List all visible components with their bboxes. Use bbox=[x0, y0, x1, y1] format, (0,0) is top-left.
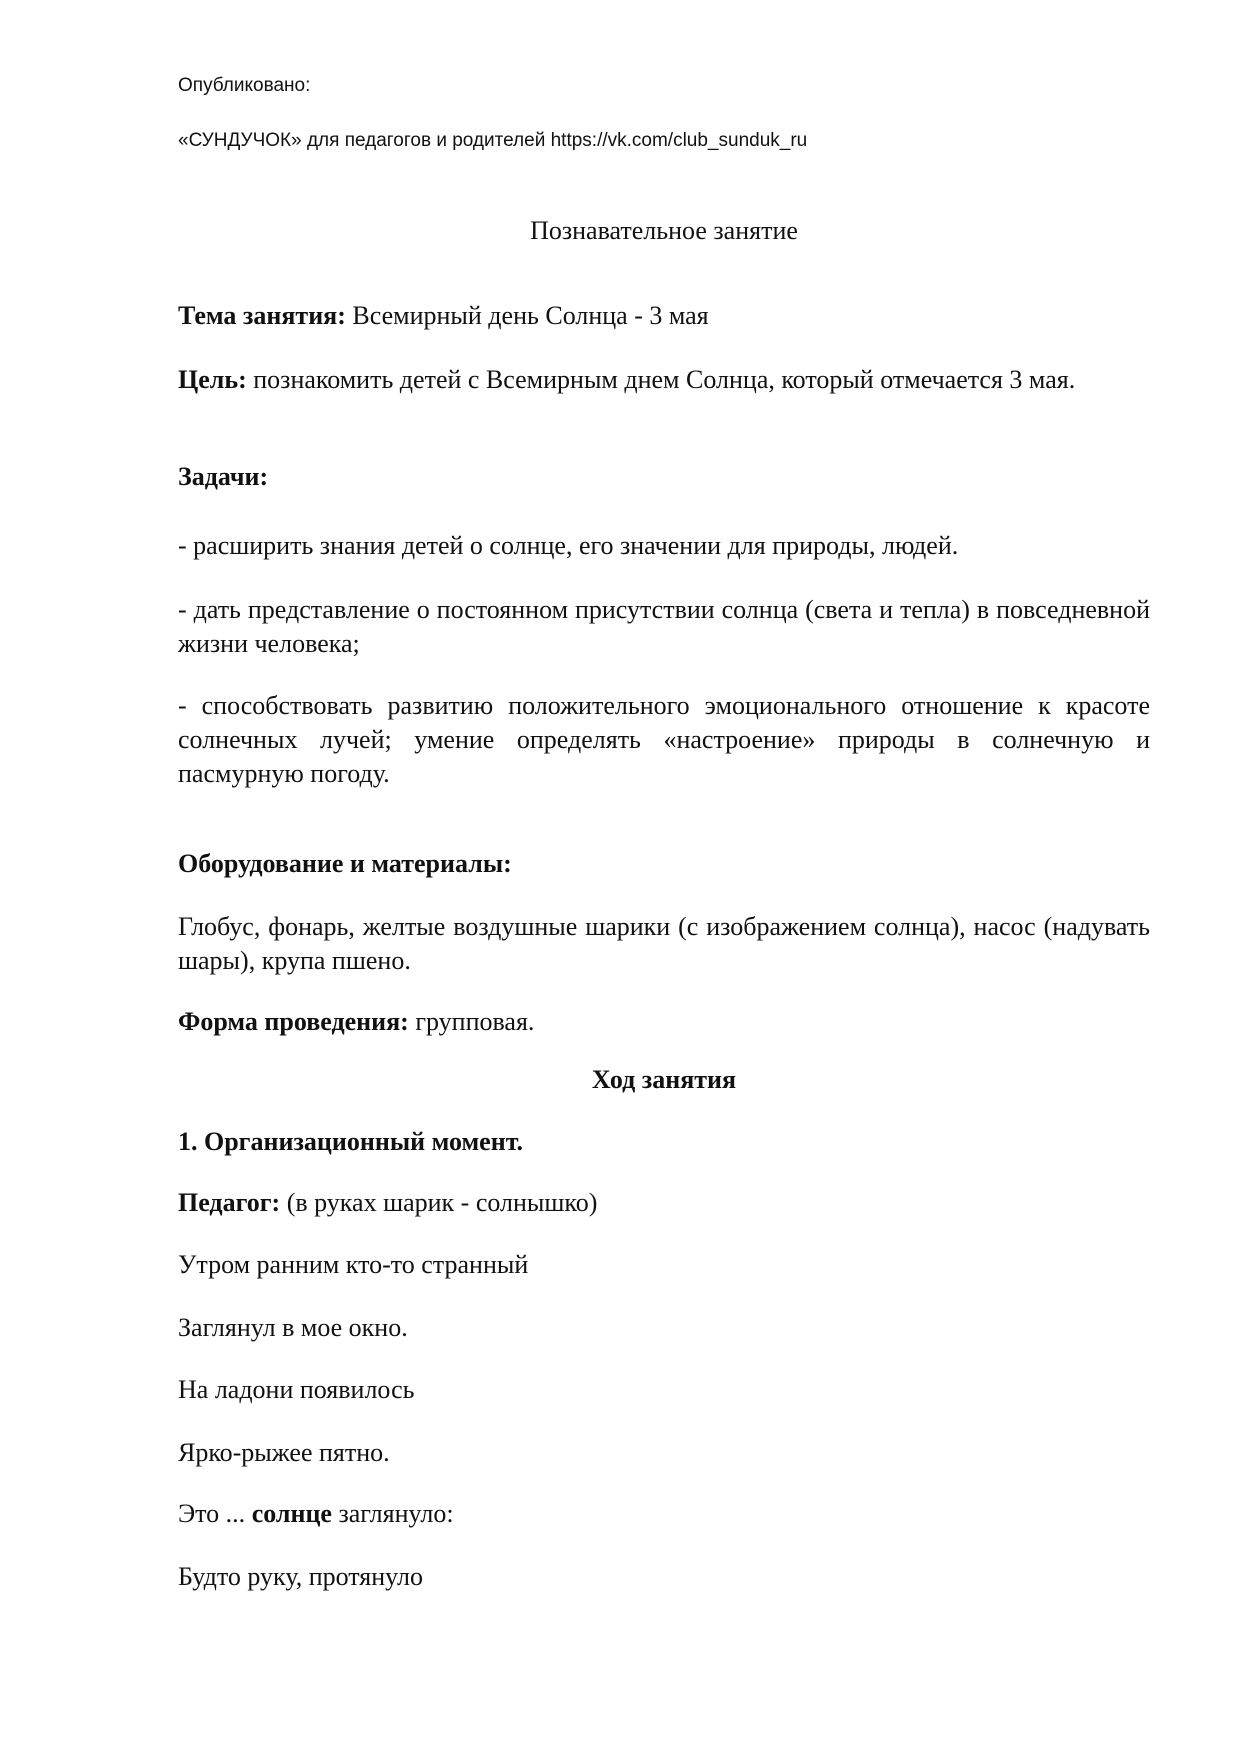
task-item: - дать представление о постоянном присутствии солнца (света и тепла) в повседневной жизни человека; bbox=[178, 595, 1150, 658]
teacher-label: Педагог: bbox=[178, 1188, 281, 1217]
document-title: Познавательное занятие bbox=[530, 216, 798, 245]
form-label: Форма проведения: bbox=[178, 1007, 409, 1036]
source-line: «СУНДУЧОК» для педагогов и родителей https://vk.com/club_sunduk_ru bbox=[178, 130, 808, 151]
poem-line: Заглянул в мое окно. bbox=[178, 1313, 408, 1342]
equipment-heading bbox=[178, 847, 1150, 881]
poem-line: Утром ранним кто-то странный bbox=[178, 1250, 529, 1279]
form-text: групповая. bbox=[415, 1007, 535, 1036]
poem-line5-bold: солнце bbox=[251, 1499, 332, 1528]
poem-line bbox=[178, 1497, 1150, 1531]
goal-paragraph bbox=[178, 363, 1150, 397]
course-heading-text: Ход занятия bbox=[591, 1065, 737, 1094]
section1-heading-text: 1. Организационный момент. bbox=[178, 1127, 524, 1156]
poem-line5-suffix: заглянуло: bbox=[338, 1499, 454, 1528]
equipment-label: Оборудование и материалы: bbox=[178, 849, 512, 878]
task-item: - способствовать развитию положительного эмоционального отношение к красоте солнечных лучей; умение определять «настроение» природы в солнечную и пасмурную погоду. bbox=[178, 691, 1150, 788]
topic-text: Всемирный день Солнца - 3 мая bbox=[352, 301, 709, 330]
section1-heading bbox=[178, 1125, 1150, 1159]
topic-line bbox=[178, 299, 1150, 333]
goal-label: Цель: bbox=[178, 365, 247, 394]
equipment-text: Глобус, фонарь, желтые воздушные шарики (с изображением солнца), насос (надувать шары), крупа пшено. bbox=[178, 912, 1150, 975]
published-label: Опубликовано: bbox=[178, 75, 311, 96]
tasks-label: Задачи: bbox=[178, 462, 269, 491]
poem-line: На ладони появилось bbox=[178, 1375, 415, 1404]
poem-line: Будто руку, протянуло bbox=[178, 1562, 424, 1591]
task-item: - расширить знания детей о солнце, его значении для природы, людей. bbox=[178, 531, 959, 560]
poem-line: Ярко-рыжее пятно. bbox=[178, 1438, 390, 1467]
topic-label: Тема занятия: bbox=[178, 301, 346, 330]
course-heading bbox=[178, 1063, 1150, 1097]
form-line bbox=[178, 1005, 1150, 1039]
poem-line5-prefix: Это ... bbox=[178, 1499, 246, 1528]
tasks-heading bbox=[178, 460, 1150, 494]
teacher-text: (в руках шарик - солнышко) bbox=[286, 1188, 598, 1217]
goal-text: познакомить детей с Всемирным днем Солнца, который отмечается 3 мая. bbox=[253, 365, 1076, 394]
teacher-line bbox=[178, 1186, 1150, 1220]
